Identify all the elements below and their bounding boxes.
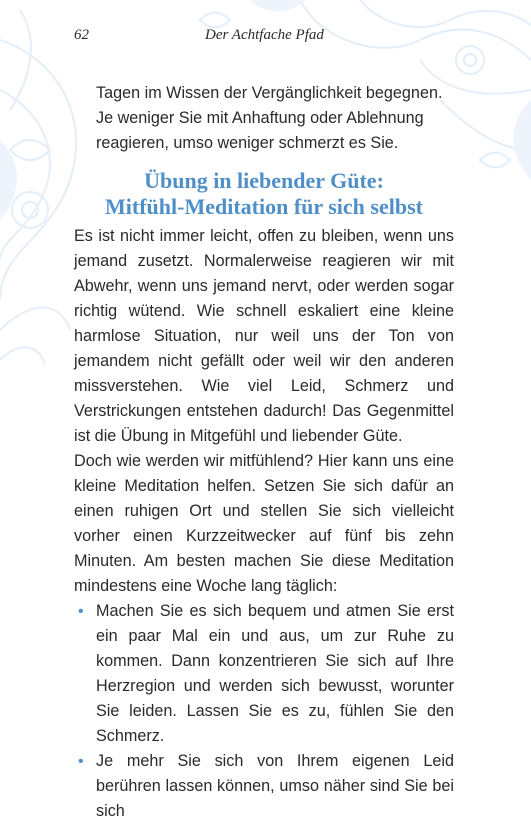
running-head [0, 27, 531, 49]
section-heading [74, 168, 454, 220]
body-paragraph-2: Doch wie werden wir mitfühlend? Hier kann uns eine kleine Meditation helfen. Setzen Sie sich dafür an einen ruhigen Ort und stellen Sie sich vielleicht vorher einen Kurzzeitwecker auf fünf bis zehn Minuten. Am besten machen Sie diese Meditation mindestens eine Woche lang täglich: [74, 452, 454, 595]
bullet-icon: • [78, 753, 84, 770]
list-item [74, 749, 454, 824]
section-heading-line-1: Übung in liebender Güte: [144, 168, 384, 193]
section-heading-line-2: Mitfühl-Meditation für sich selbst [105, 194, 423, 219]
page-number: 62 [74, 27, 89, 43]
list-item [74, 599, 454, 749]
meditation-steps-list [74, 599, 454, 824]
list-item-text: Je mehr Sie sich von Ihrem eigenen Leid berühren lassen können, umso näher sind Sie bei sich [96, 752, 454, 820]
page-body [74, 81, 454, 824]
bullet-icon: • [78, 603, 84, 620]
book-title: Der Achtfache Pfad [205, 27, 324, 43]
lead-paragraph: Tagen im Wissen der Vergänglichkeit begegnen. Je weniger Sie mit Anhaftung oder Ablehnung reagieren, umso weniger schmerzt es Sie. [96, 84, 443, 152]
list-item-text: Machen Sie es sich bequem und atmen Sie erst ein paar Mal ein und aus, um zur Ruhe zu kommen. Dann konzentrieren Sie sich auf Ihre Herzregion und werden sich bewusst, worunter Sie leiden. Lassen Sie es zu, fühlen Sie den Schmerz. [96, 602, 454, 745]
body-paragraph-1: Es ist nicht immer leicht, offen zu bleiben, wenn uns jemand zusetzt. Normalerweise reagieren wir mit Abwehr, wenn uns jemand nervt, oder werden sogar richtig wütend. Wie schnell eskaliert eine kleine harmlose Situation, nur weil uns der Ton von jemandem nicht gefällt oder weil wir den anderen missverstehen. Wie viel Leid, Schmerz und Verstrickungen entstehen dadurch! Das Gegenmittel ist die Übung in Mitgefühl und liebender Güte. [74, 227, 454, 445]
